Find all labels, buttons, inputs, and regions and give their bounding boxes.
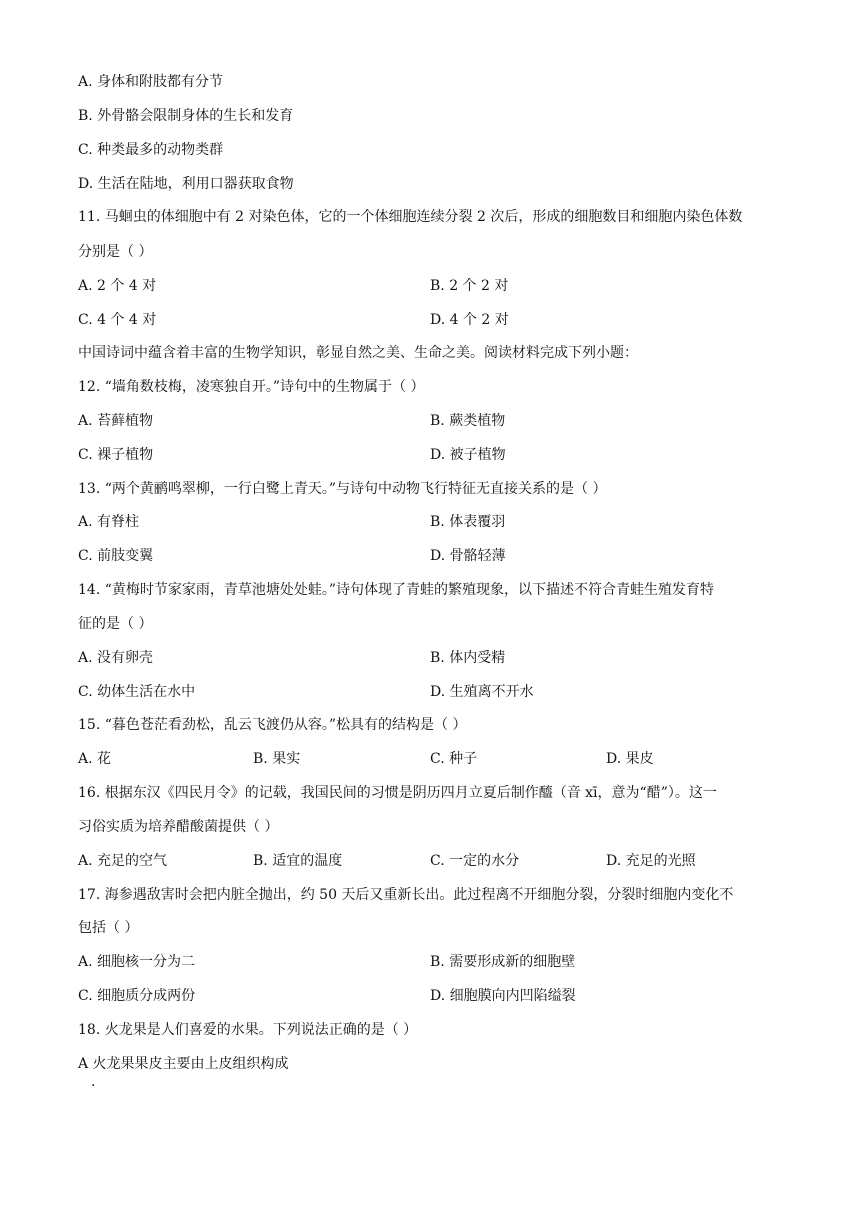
- q14-stem-line2: 征的是（ ）: [78, 616, 153, 632]
- q12-option-b: B. 蕨类植物: [430, 413, 506, 429]
- q17-option-c: C. 细胞质分成两份: [78, 988, 196, 1004]
- q15-option-a: A. 花: [78, 751, 112, 767]
- q17-option-b: B. 需要形成新的细胞壁: [430, 954, 576, 970]
- stray-dot: .: [91, 1074, 96, 1090]
- q13-option-c: C. 前肢变翼: [78, 548, 154, 564]
- poetry-intro: 中国诗词中蕴含着丰富的生物学知识，彰显自然之美、生命之美。阅读材料完成下列小题：: [78, 345, 638, 361]
- q13-stem: 13. “两个黄鹂鸣翠柳，一行白鹭上青天。”与诗句中动物飞行特征无直接关系的是（ ）: [78, 481, 607, 497]
- q11-option-d: D. 4 个 2 对: [430, 312, 509, 328]
- q13-option-d: D. 骨骼轻薄: [430, 548, 506, 564]
- q13-option-a: A. 有脊柱: [78, 514, 140, 530]
- q10-option-b: B. 外骨骼会限制身体的生长和发育: [78, 108, 294, 124]
- q15-option-d: D. 果皮: [606, 751, 654, 767]
- q11-stem-line1: 11. 马蛔虫的体细胞中有 2 对染色体，它的一个体细胞连续分裂 2 次后，形成的细胞数目和细胞内染色体数: [78, 209, 743, 225]
- q11-option-c: C. 4 个 4 对: [78, 312, 157, 328]
- q14-option-d: D. 生殖离不开水: [430, 684, 534, 700]
- q14-option-b: B. 体内受精: [430, 650, 506, 666]
- q10-option-c: C. 种类最多的动物类群: [78, 142, 224, 158]
- q12-option-a: A. 苔藓植物: [78, 413, 154, 429]
- q15-option-b: B. 果实: [253, 751, 301, 767]
- q10-option-d: D. 生活在陆地，利用口器获取食物: [78, 176, 294, 192]
- q18-stem: 18. 火龙果是人们喜爱的水果。下列说法正确的是（ ）: [78, 1022, 418, 1038]
- q18-option-a: A 火龙果果皮主要由上皮组织构成: [78, 1056, 289, 1072]
- q15-option-c: C. 种子: [430, 751, 478, 767]
- q14-stem-line1: 14. “黄梅时节家家雨，青草池塘处处蛙。”诗句体现了青蛙的繁殖现象，以下描述不符合青蛙生殖发育特: [78, 582, 715, 598]
- q13-option-b: B. 体表覆羽: [430, 514, 506, 530]
- q16-stem-line1: 16. 根据东汉《四民月令》的记载，我国民间的习惯是阴历四月立夏后制作醯（音 xī，意为“醋”）。这一: [78, 785, 717, 801]
- q11-option-a: A. 2 个 4 对: [78, 278, 157, 294]
- q16-option-a: A. 充足的空气: [78, 853, 168, 869]
- q17-option-d: D. 细胞膜向内凹陷缢裂: [430, 988, 576, 1004]
- q12-stem: 12. “墙角数枝梅，凌寒独自开。”诗句中的生物属于（ ）: [78, 379, 425, 395]
- q16-stem-line2: 习俗实质为培养醋酸菌提供（ ）: [78, 819, 279, 835]
- q17-stem-line1: 17. 海参遇敌害时会把内脏全抛出，约 50 天后又重新长出。此过程离不开细胞分裂，分裂时细胞内变化不: [78, 887, 734, 903]
- q16-option-c: C. 一定的水分: [430, 853, 520, 869]
- q14-option-a: A. 没有卵壳: [78, 650, 154, 666]
- q11-option-b: B. 2 个 2 对: [430, 278, 509, 294]
- q12-option-c: C. 裸子植物: [78, 447, 154, 463]
- q11-stem-line2: 分别是（ ）: [78, 244, 153, 260]
- q16-option-d: D. 充足的光照: [606, 853, 696, 869]
- q16-option-b: B. 适宜的温度: [253, 853, 343, 869]
- q15-stem: 15. “暮色苍茫看劲松，乱云飞渡仍从容。”松具有的结构是（ ）: [78, 717, 467, 733]
- q10-option-a: A. 身体和附肢都有分节: [78, 74, 224, 90]
- q17-stem-line2: 包括（ ）: [78, 920, 139, 936]
- q17-option-a: A. 细胞核一分为二: [78, 954, 196, 970]
- q12-option-d: D. 被子植物: [430, 447, 506, 463]
- q14-option-c: C. 幼体生活在水中: [78, 684, 196, 700]
